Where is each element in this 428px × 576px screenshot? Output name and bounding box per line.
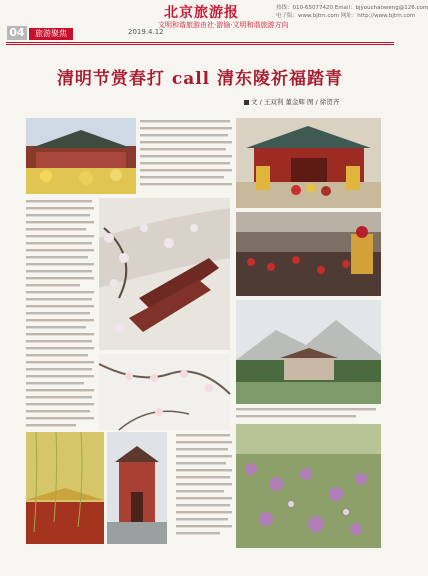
photo-tower: [107, 432, 167, 544]
photo-crowd-performance: [236, 212, 381, 296]
header-rule-thin: [6, 44, 394, 45]
photo-ceremony-gate: [236, 118, 381, 208]
photo-blossom-eaves: [99, 198, 230, 350]
text-lines: [26, 198, 94, 430]
byline-text: 文 / 王双利 董金辉 图 / 徐贺齐: [251, 98, 340, 106]
masthead-slogan: 文明和谐旅游由社·游愉·文明和谐旅游方向: [158, 21, 289, 29]
photo-purple-flowers: [236, 424, 381, 548]
page-number: 04: [7, 26, 27, 40]
section-label: 旅游聚焦: [29, 28, 73, 40]
body-column-3: [176, 432, 232, 544]
masthead: 北京旅游报: [164, 5, 239, 21]
caption-block: [236, 406, 381, 422]
article-byline: [244, 97, 339, 106]
issue-date: 2019.4.12: [128, 28, 164, 36]
text-lines: [140, 118, 232, 194]
photo-willow-wall: [26, 432, 104, 544]
body-column-1: [26, 198, 94, 430]
body-column-2: [140, 118, 232, 194]
contact-line-2: 电子版：www.bjtrn.com 网址：http://www.bjtrn.com: [276, 13, 416, 19]
contact-info: [276, 4, 428, 20]
photo-palace-flowers: [26, 118, 136, 194]
contact-line-1: 热线：010-65077420 Email：bjyouchaoweng@126.com: [276, 5, 428, 11]
photo-white-blossoms: [99, 354, 230, 430]
text-lines: [236, 406, 381, 422]
square-bullet-icon: [244, 100, 249, 105]
text-lines: [176, 432, 232, 544]
header-rule: [6, 42, 394, 43]
article-title: 清明节赏春打 call 清东陵祈福踏青: [56, 69, 344, 89]
photo-hills-tomb: [236, 300, 381, 404]
